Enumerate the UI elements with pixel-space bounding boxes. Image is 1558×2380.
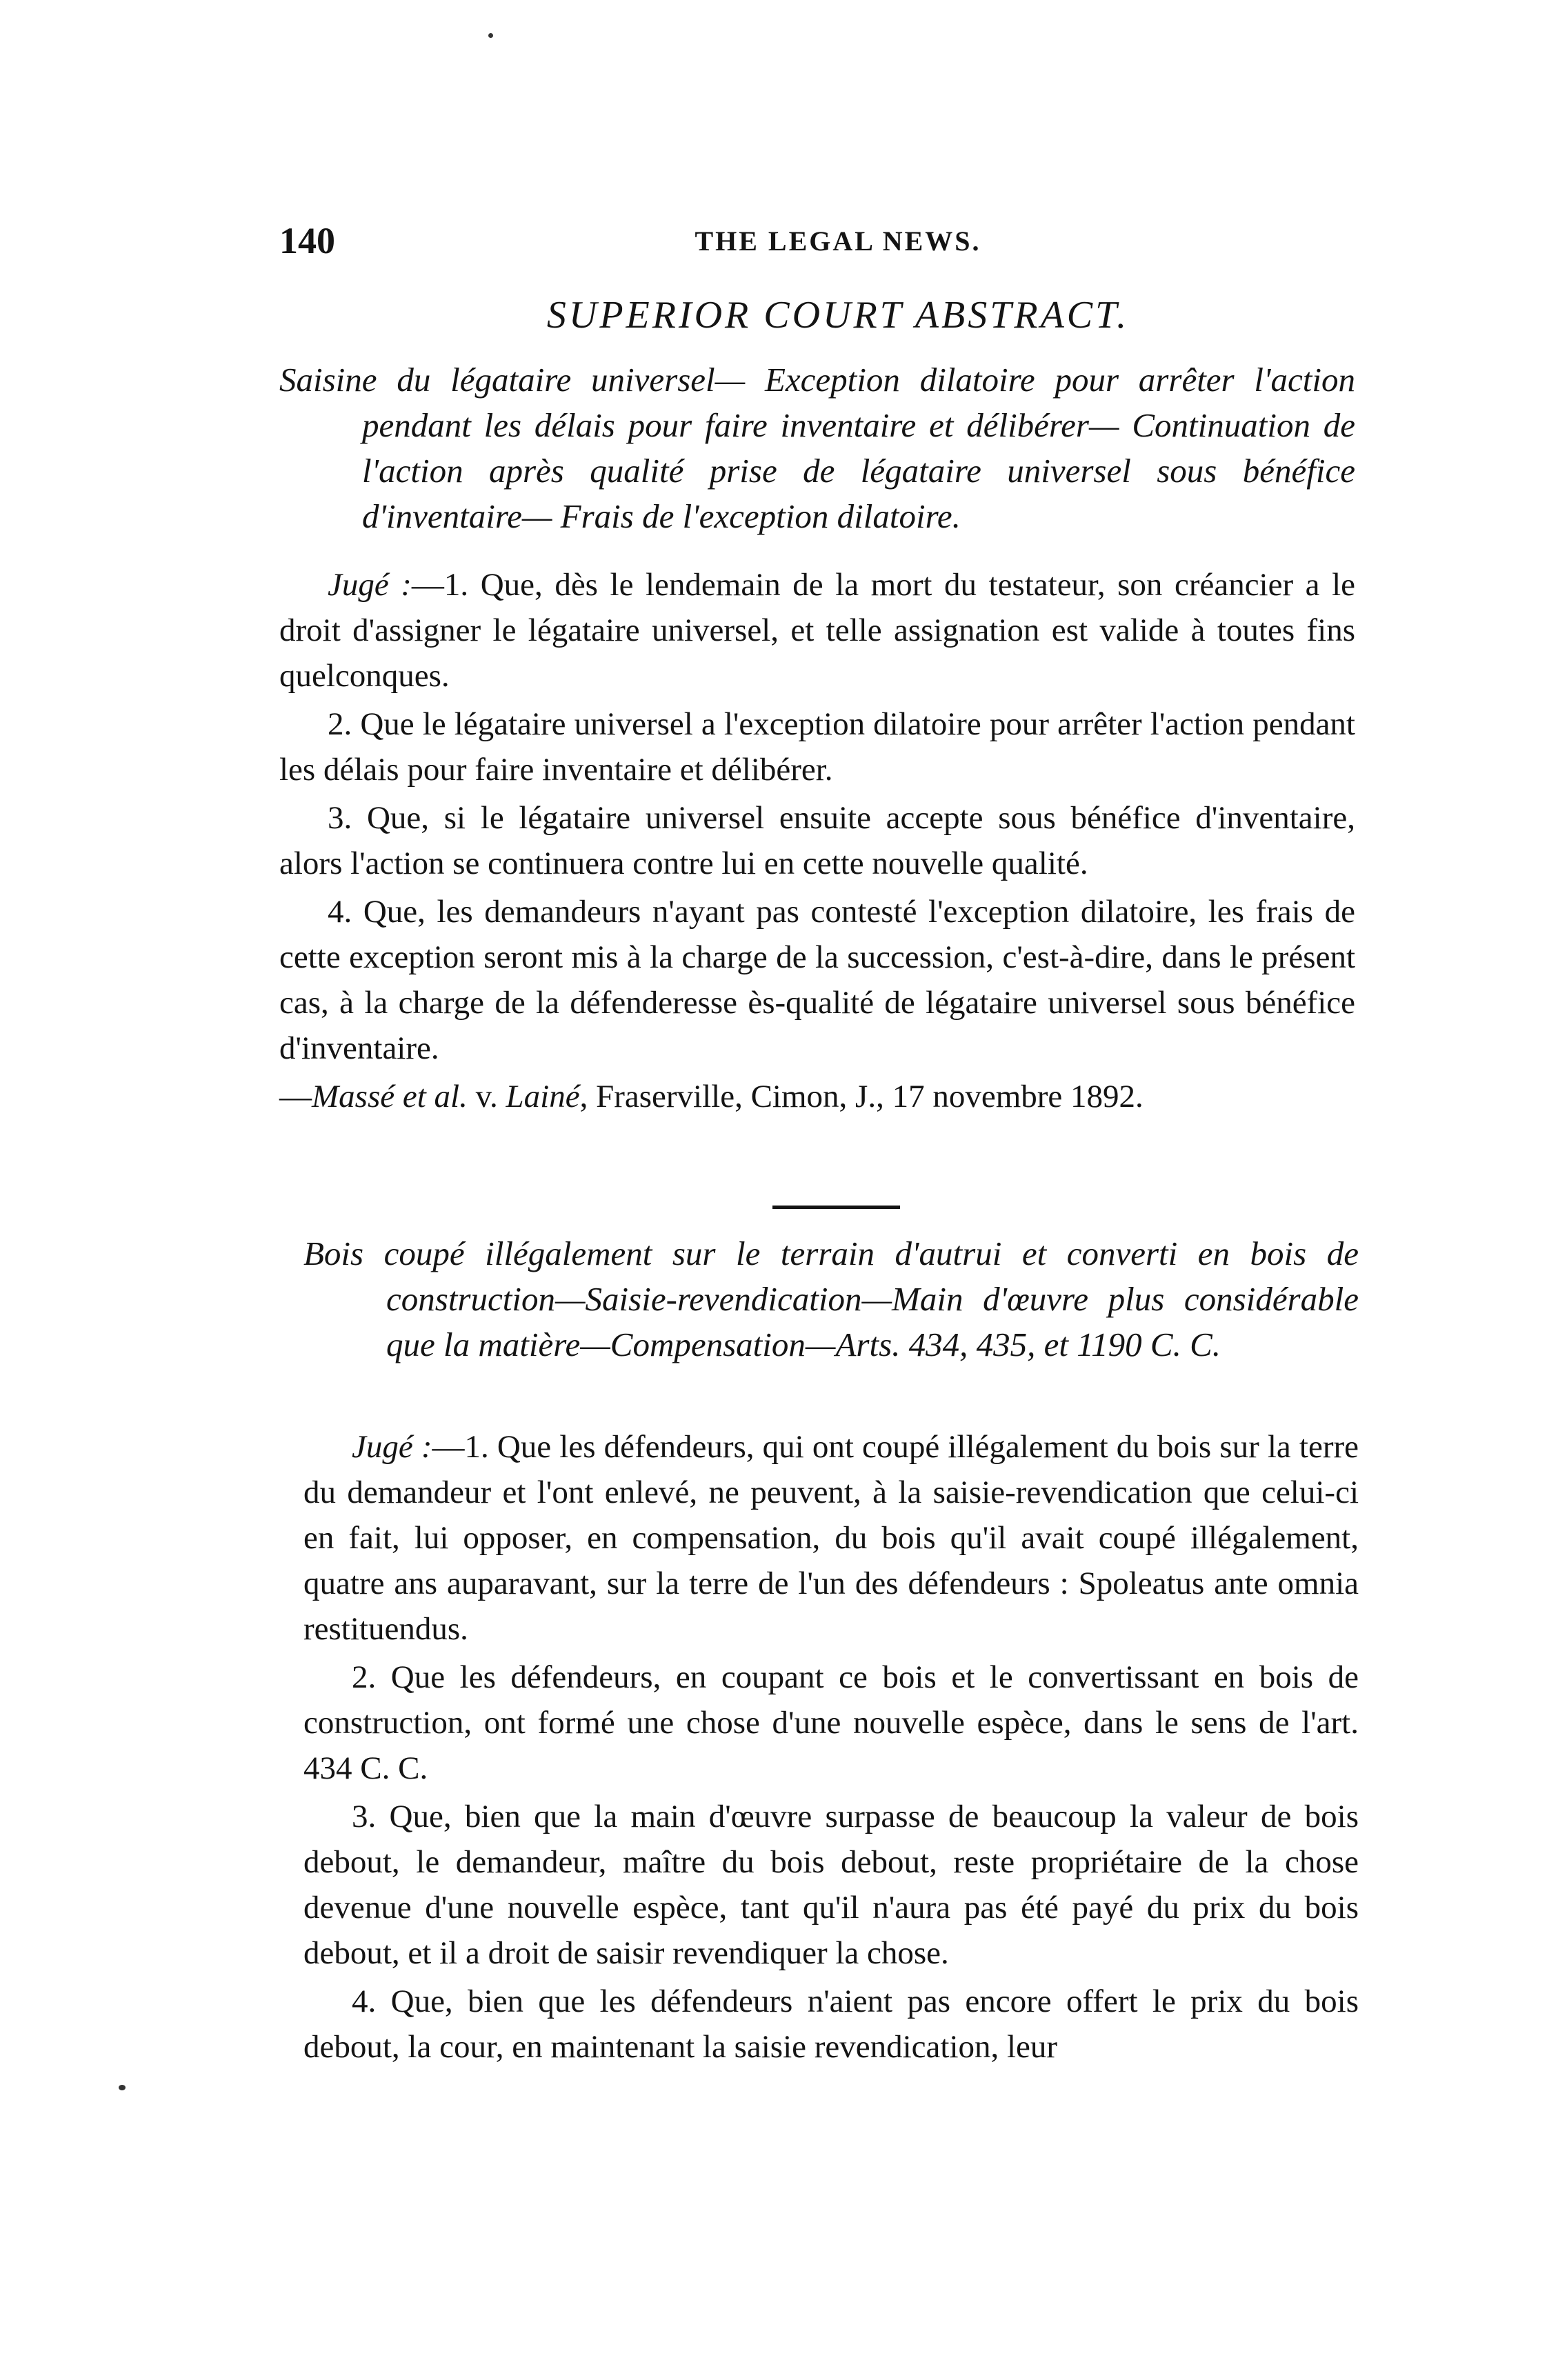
- case2-paragraph-1: [303, 1424, 1359, 1652]
- page-number: 140: [279, 220, 335, 261]
- running-head: THE LEGAL NEWS.: [695, 226, 981, 257]
- scan-speck: [488, 33, 493, 38]
- case2-paragraph-4: 4. Que, bien que les défendeurs n'aient pas encore offert le prix du bois debout, la cour, en maintenant la saisie revendication, leur: [303, 1983, 1359, 2065]
- case2-paragraph-2: 2. Que les défendeurs, en coupant ce bois et le convertissant en bois de construction, ont formé une chose d'une nouvelle espèce, dans le sens de l'art. 434 C. C.: [303, 1659, 1359, 1786]
- case1-heading-block: [279, 357, 1355, 539]
- case2-lead: Jugé :: [352, 1429, 432, 1465]
- citation-v: v.: [467, 1079, 506, 1114]
- case1-heading: Saisine du légataire universel— Exception dilatoire pour arrêter l'action pendant les délais pour faire inventaire et délibérer— Continuation de l'action après qualité prise de légataire universel sous bénéfice d'inventaire— Frais de l'exception dilatoire.: [279, 361, 1355, 535]
- case2-body: [303, 1424, 1359, 2072]
- citation-dash: —: [279, 1079, 312, 1114]
- citation-party-2: Lainé: [506, 1079, 580, 1114]
- case1-body: [279, 562, 1355, 1119]
- case1-paragraph-1-text: —1. Que, dès le lendemain de la mort du testateur, son créancier a le droit d'assigner le légataire universel, et telle assignation est valide à toutes fins quelconques.: [279, 567, 1355, 694]
- scan-speck: [119, 2085, 126, 2090]
- case2-paragraph-3: 3. Que, bien que la main d'œuvre surpasse de beaucoup la valeur de bois debout, le demandeur, maître du bois debout, reste propriétaire de la chose devenue d'une nouvelle espèce, tant qu'il n'aura pas été payé du prix du bois debout, et il a droit de saisir revendiquer la chose.: [303, 1799, 1359, 1971]
- case1-lead: Jugé :: [328, 567, 412, 603]
- case1-paragraph-3: 3. Que, si le légataire universel ensuite accepte sous bénéfice d'inventaire, alors l'action se continuera contre lui en cette nouvelle qualité.: [279, 800, 1355, 881]
- case1-citation: [279, 1074, 1355, 1119]
- case2-heading-block: [303, 1231, 1359, 1368]
- case2-heading: Bois coupé illégalement sur le terrain d'autrui et converti en bois de construction—Saisie-revendication—Main d'œuvre plus considérable que la matière—Compensation—Arts. 434, 435, et 1190 C. C.: [303, 1234, 1359, 1363]
- page-header: [279, 219, 1355, 268]
- section-divider: [772, 1206, 900, 1209]
- case1-paragraph-4: 4. Que, les demandeurs n'ayant pas contesté l'exception dilatoire, les frais de cette exception seront mis à la charge de la succession, c'est-à-dire, dans le présent cas, à la charge de la défenderesse ès-qualité de légataire universel sous bénéfice d'inventaire.: [279, 894, 1355, 1066]
- case2-paragraph-1-text: —1. Que les défendeurs, qui ont coupé illégalement du bois sur la terre du demandeur et l'ont enlevé, ne peuvent, à la saisie-revendication que celui-ci en fait, lui opposer, en compensation, du bois qu'il avait coupé illégalement, quatre ans auparavant, sur la terre de l'un des défendeurs : Spoleatus ante omnia restituendus.: [303, 1429, 1359, 1647]
- case1-paragraph-2: 2. Que le légataire universel a l'exception dilatoire pour arrêter l'action pendant les délais pour faire inventaire et délibérer.: [279, 706, 1355, 788]
- citation-rest: , Fraserville, Cimon, J., 17 novembre 1892.: [579, 1079, 1143, 1114]
- case1-paragraph-1: [279, 562, 1355, 699]
- section-title: SUPERIOR COURT ABSTRACT.: [546, 294, 1130, 337]
- citation-party-1: Massé et al.: [312, 1079, 468, 1114]
